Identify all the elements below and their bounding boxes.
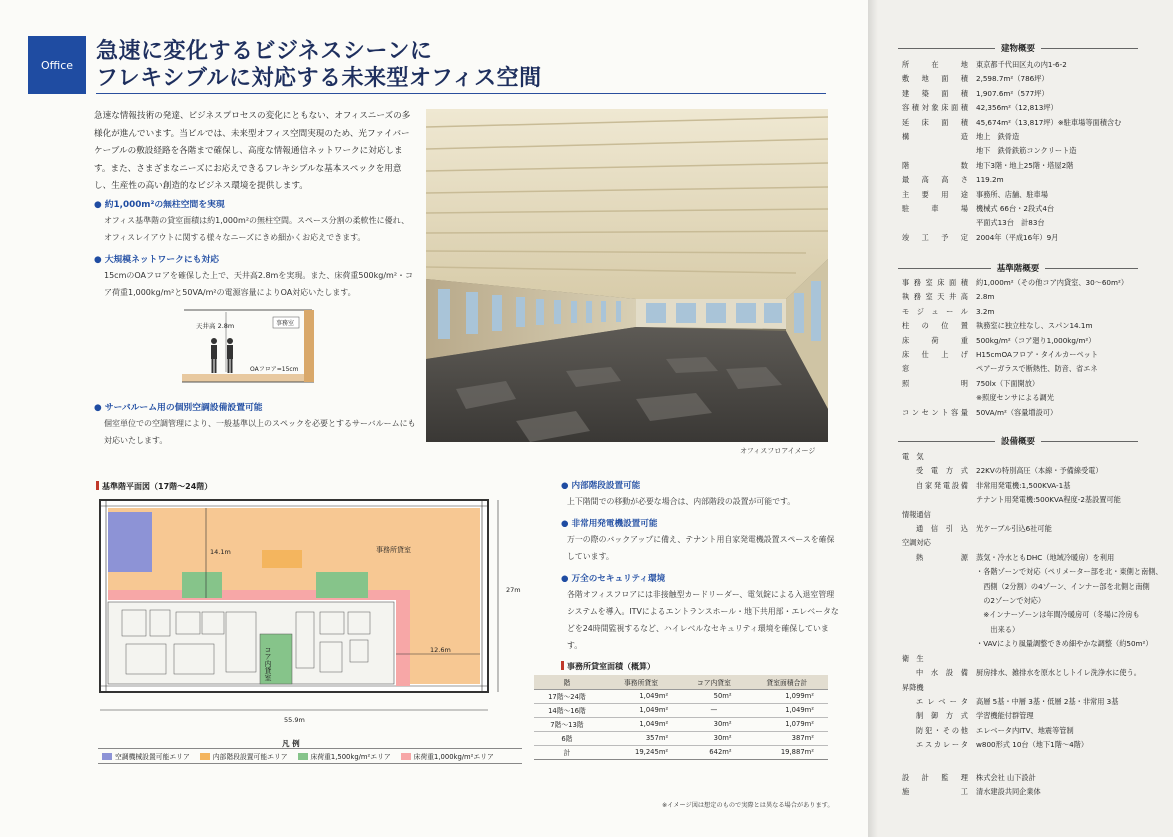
spec-row: [902, 738, 1163, 752]
floor-spec-list: [902, 276, 1128, 420]
table-header: 貸室面積合計: [746, 675, 828, 689]
spec-value: 非常用発電機:1,500KVA-1基: [976, 480, 1071, 490]
table-header: コア内貸室: [682, 675, 745, 689]
spec-value: 2,598.7m²（786坪）: [976, 74, 1049, 84]
floorplan-title: 基準階平面図（17階〜24階）: [96, 481, 212, 492]
spec-value: 地下3階・地上25階・塔屋2階: [976, 160, 1074, 170]
table-row: 17階〜24階 1,049m² 50m² 1,099m²: [534, 689, 828, 703]
ceiling-height-diagram: [182, 308, 314, 388]
spec-value: H15cmOAフロア・タイルカーペット: [976, 350, 1099, 360]
feature-body: 個室単位での空調管理により、一般基準以上のスペックを必要とするサーバルームにも対応いたします。: [104, 419, 416, 445]
spec-row: [902, 637, 1163, 651]
spec-row: [902, 608, 1163, 622]
feature-title: ● 非常用発電機設置可能: [561, 519, 658, 529]
spec-label: [902, 580, 968, 594]
equipment-overview-title: 設備概要: [898, 435, 1138, 447]
spec-row: [902, 231, 1121, 245]
feature-title: ● 万全のセキュリティ環境: [561, 574, 666, 584]
spec-value: ペアーガラスで断熱性、防音、省エネ: [976, 364, 1098, 374]
spec-label: 延床面積: [902, 117, 968, 127]
feature-title: ● 約1,000m²の無柱空間を実現: [94, 200, 225, 210]
spec-label: 制御方式: [916, 711, 968, 721]
spec-value: 1,907.6m²（577坪）: [976, 88, 1049, 98]
dim-12m: 12.6m: [430, 646, 451, 654]
spec-value: 学習機能付群管理: [976, 711, 1034, 721]
spec-value: 2004年（平成16年）9月: [976, 232, 1059, 242]
spec-value: 高層 5基・中層 3基・低層 2基・非常用 3基: [976, 696, 1119, 706]
spec-label: [902, 391, 968, 405]
spec-label: [902, 637, 968, 651]
spec-label: 主要用途: [902, 189, 968, 199]
spec-value: 清水建設共同企業体: [976, 787, 1041, 797]
spec-value: ※インナーゾーンは年間冷暖房可（冬場に冷房も: [976, 610, 1140, 620]
feature-internal-stair: [561, 479, 841, 510]
spec-label: 駐車場: [902, 204, 968, 214]
spec-value: 事務所、店舗、駐車場: [976, 189, 1048, 199]
spec-row: [902, 406, 1128, 420]
spec-group-heading: 情報通信: [902, 509, 931, 519]
floor-plan: [96, 494, 526, 729]
spec-label: 執務室天井高: [902, 292, 968, 302]
credits-list: [902, 771, 1041, 800]
spec-label: 通信引込: [916, 524, 968, 534]
spec-label: 床仕上げ: [902, 350, 968, 360]
legend-title: 凡 例: [282, 739, 300, 748]
spec-row: [902, 101, 1121, 115]
spec-row: [902, 709, 1163, 723]
spec-label: 敷地面積: [902, 74, 968, 84]
spec-value: 750lx（下面開放）: [976, 378, 1040, 388]
headline-line-1: 急速に変化するビジネスシーンに: [96, 38, 433, 64]
spec-group-heading: 電 気: [902, 452, 924, 461]
bullet-icon: ●: [561, 519, 569, 529]
spec-value: 株式会社 山下設計: [976, 773, 1036, 782]
spec-row: [902, 58, 1121, 72]
swatch-icon: [102, 753, 112, 760]
feature-title: ● 内部階段設置可能: [561, 481, 641, 491]
spec-label: [902, 493, 968, 507]
spec-value: 西側（2分割）の4ゾーン、インナー部を北側と南側: [976, 581, 1150, 591]
spec-value: 22KVの特別高圧（本線・予備線受電）: [976, 466, 1103, 476]
footnote: ※イメージ図は想定のもので実際とは異なる場合があります。: [662, 802, 834, 809]
table-row: 6階 357m² 30m² 387m²: [534, 731, 828, 745]
spec-label: 自家発電設備: [916, 480, 968, 490]
building-spec-list: [902, 58, 1121, 245]
feature-body: 万一の際のバックアップに備え、テナント用自家発電機設置スペースを確保しています。: [567, 535, 835, 561]
oa-floor-band: [182, 374, 314, 382]
spec-label: 容積対象床面積: [902, 103, 968, 113]
area-table: [534, 675, 828, 760]
spec-label: エレベータ: [916, 696, 968, 706]
spec-label: エスカレータ: [916, 740, 968, 750]
spec-value: 東京都千代田区丸の内1-6-2: [976, 60, 1067, 69]
spec-value: 地下 鉄骨鉄筋コンクリート造: [976, 146, 1077, 156]
person-icon: [211, 338, 233, 373]
legend-area-stair: [262, 550, 302, 568]
spec-value: 平面式13台 計83台: [976, 218, 1045, 228]
spec-label: 構造: [902, 132, 968, 142]
spec-label: 柱の位置: [902, 321, 968, 331]
spec-value: 42,356m²（12,813坪）: [976, 103, 1058, 113]
spec-value: 地上 鉄骨造: [976, 132, 1020, 142]
spec-label: [902, 608, 968, 622]
photo-caption: オフィスフロアイメージ: [740, 447, 816, 455]
spec-value: 500kg/m²（コア廻り1,000kg/m²）: [976, 335, 1096, 345]
spec-value: 119.2m: [976, 175, 1004, 185]
core-label: コア内貸室: [264, 646, 272, 681]
spec-row: [902, 216, 1121, 230]
spec-label: [902, 216, 968, 230]
spec-row: [902, 188, 1121, 202]
spec-row: [902, 290, 1128, 304]
legend-item: 内部階段設置可能エリア: [200, 751, 288, 761]
spec-label: 熱源: [916, 552, 968, 562]
headline-rule: [96, 93, 826, 94]
swatch-icon: [200, 753, 210, 760]
feature-body: オフィス基準階の貸室面積は約1,000m²の無柱空間。スペース分割の柔軟性に優れ、オフィスレイアウトに関する様々なニーズにきめ細かくお応えできます。: [104, 216, 410, 242]
legend-item: 床荷重1,500kg/m²エリア: [298, 751, 391, 761]
spec-value: 約1,000m²（その他コア内貸室、30〜60m²）: [976, 278, 1129, 287]
spec-group-heading: 衛 生: [902, 653, 924, 663]
spec-row: [902, 130, 1121, 144]
spec-row: [902, 464, 1163, 478]
spec-row: [902, 565, 1163, 579]
spec-row: [902, 72, 1121, 86]
spec-label: 照明: [902, 378, 968, 388]
spec-row: [902, 785, 1041, 799]
table-row: 14階〜16階 1,049m² — 1,049m²: [534, 703, 828, 717]
feature-generator: [561, 517, 841, 565]
spec-row: [902, 144, 1121, 158]
bullet-icon: ●: [94, 200, 102, 210]
spec-row: [902, 623, 1163, 637]
spec-value: 50VA/m²（容量増設可）: [976, 407, 1058, 417]
spec-label: 最高高さ: [902, 175, 968, 185]
bullet-icon: ●: [561, 574, 569, 584]
spec-value: 機械式 66台・2段式4台: [976, 204, 1055, 214]
table-row: 7階〜13階 1,049m² 30m² 1,079m²: [534, 717, 828, 731]
spec-row: [902, 319, 1128, 333]
table-row-total: 計 19,245m² 642m² 19,887m²: [534, 745, 828, 759]
spec-row: [902, 580, 1163, 594]
spec-value: の2ゾーンで対応）: [976, 596, 1046, 606]
spec-value: w800形式 10台（地下1階〜4階）: [976, 740, 1089, 750]
office-floor-photo: [426, 109, 828, 442]
area-table-title: 事務所貸室面積（概算）: [561, 661, 655, 672]
legend-area-hvac: [108, 512, 152, 572]
spec-label: 建築面積: [902, 88, 968, 98]
spec-value: 45,674m²（13,817坪）※駐車場等面積含む: [976, 117, 1122, 127]
spec-row: [902, 87, 1121, 101]
section-tag: Office: [28, 36, 86, 94]
spec-row: [902, 771, 1041, 785]
spec-value: ・各階ゾーンで対応（ペリメーター部を北・東側と南側、: [976, 567, 1163, 577]
oa-label: OAフロア=15cm: [250, 366, 299, 373]
spec-row: [902, 305, 1128, 319]
spec-value: 執務室に独立柱なし、スパン14.1m: [976, 321, 1093, 331]
room-label: 事務室: [276, 320, 295, 327]
spec-label: 施 工: [902, 787, 968, 797]
bullet-icon: ●: [94, 403, 102, 413]
feature-title: ● 大規模ネットワークにも対応: [94, 255, 220, 265]
dim-27m: 27m: [506, 586, 521, 594]
swatch-icon: [401, 753, 411, 760]
spec-label: [902, 594, 968, 608]
spec-label: [902, 565, 968, 579]
spec-label: [902, 623, 968, 637]
table-header: 事務所貸室: [600, 675, 682, 689]
spec-row: [902, 377, 1128, 391]
feature-network: [94, 253, 416, 301]
office-label: 事務所貸室: [376, 546, 411, 554]
spec-value: 蒸気・冷水ともDHC（地域冷暖房）を利用: [976, 552, 1115, 562]
spec-row: [902, 334, 1128, 348]
spec-label: 事務室床面積: [902, 278, 968, 287]
feature-column-space: [94, 198, 416, 246]
feature-body: 15cmのOAフロアを確保した上で、天井高2.8mを実現。また、床荷重500kg/m²・コア荷重1,000kg/m²と50VA/m²の電源容量によりOA対応いたします。: [104, 271, 414, 297]
spec-value: 2.8m: [976, 292, 995, 302]
swatch-icon: [298, 753, 308, 760]
feature-title: ● サーバルーム用の個別空調設備設置可能: [94, 403, 263, 413]
legend: [98, 748, 522, 764]
bullet-icon: ●: [94, 255, 102, 265]
spec-row: [902, 479, 1163, 493]
dim-14m: 14.1m: [210, 548, 231, 556]
table-header: 階: [534, 675, 600, 689]
spec-label: 竣工予定: [902, 232, 968, 242]
legend-item: 空調機械設置可能エリア: [102, 751, 190, 761]
wall: [304, 310, 314, 382]
spec-group-heading: 昇降機: [902, 682, 924, 692]
spec-row: [902, 348, 1128, 362]
spec-value: ※照度センサによる調光: [976, 393, 1054, 403]
spec-label: 窓: [902, 364, 910, 374]
spec-row: [902, 202, 1121, 216]
spec-value: テナント用発電機:500KVA程度-2基設置可能: [976, 495, 1121, 505]
intro-text: 急速な情報技術の発達、ビジネスプロセスの変化にともない、オフィスニーズの多様化が進んでいます。当ビルでは、未来型オフィス空間実現のため、光ファイバーケーブルの敷設経路を各階まで確保し、高度な情報通信ネットワークに対応します。また、さまざまなニーズにお応えできるフレキシブルな基本スペックを用意し、生産性の高い創造的なビジネス環境を提供します。: [94, 111, 411, 191]
feature-security: [561, 572, 841, 654]
headline-line-2: フレキシブルに対応する未来型オフィス空間: [96, 65, 542, 91]
core-area: [108, 602, 394, 684]
spec-label: 防犯・その他: [916, 725, 968, 735]
spec-row: [902, 362, 1128, 376]
spec-value: ・VAVにより風量調整できめ細やかな調整（約50m²）: [976, 639, 1153, 649]
spec-label: 所在地: [902, 60, 968, 69]
spec-row: [902, 522, 1163, 536]
bullet-icon: ●: [561, 481, 569, 491]
spec-row: [902, 594, 1163, 608]
spec-value: 光ケーブル引込6社可能: [976, 524, 1052, 534]
legend-area-1500kg: [182, 572, 222, 598]
floor-overview-title: 基準階概要: [898, 262, 1138, 274]
spec-row: [902, 551, 1163, 565]
spec-row: [902, 695, 1163, 709]
spec-label: 受電方式: [916, 466, 968, 476]
feature-server-room: [94, 401, 416, 449]
spec-value: 厨房排水、雑排水を原水としトイレ洗浄水に使う。: [976, 668, 1141, 678]
spec-row: [902, 276, 1128, 290]
equipment-spec-list: [902, 450, 1163, 753]
spec-row: [902, 159, 1121, 173]
spec-label: 設計監理: [902, 773, 968, 782]
spec-label: 床荷重: [902, 335, 968, 345]
spec-row: [902, 724, 1163, 738]
spec-row: [902, 116, 1121, 130]
spec-label: コンセント容量: [902, 407, 968, 417]
spec-value: エレベータ内ITV、地震等管制: [976, 725, 1074, 735]
dim-55m: 55.9m: [284, 716, 305, 724]
feature-body: 上下階間での移動が必要な場合は、内部階段の設置が可能です。: [567, 497, 796, 506]
legend-item: 床荷重1,000kg/m²エリア: [401, 751, 494, 761]
spec-row: [902, 391, 1128, 405]
spec-value: 3.2m: [976, 306, 995, 316]
table-header-row: [534, 675, 828, 689]
spec-group-heading: 空調対応: [902, 538, 931, 548]
spec-label: [902, 144, 968, 158]
feature-body: 各階オフィスフロアには非接触型カードリーダー、電気錠による入退室管理システムを導入。ITVによるエントランスホール・地下共用部・エレベータなどを24時間監視するなど、ハイレベルなセキュリティ環境を確保しています。: [567, 590, 839, 650]
ceiling-label: 天井高 2.8m: [196, 322, 235, 330]
headline: [96, 38, 542, 92]
spec-row: [902, 666, 1163, 680]
spec-row: [902, 493, 1163, 507]
spec-row: [902, 173, 1121, 187]
building-overview-title: 建物概要: [898, 42, 1138, 54]
spec-label: モジュール: [902, 306, 968, 316]
spec-value: 出来る）: [976, 624, 1020, 634]
spec-label: 階数: [902, 160, 968, 170]
spec-label: 中水設備: [916, 668, 968, 678]
